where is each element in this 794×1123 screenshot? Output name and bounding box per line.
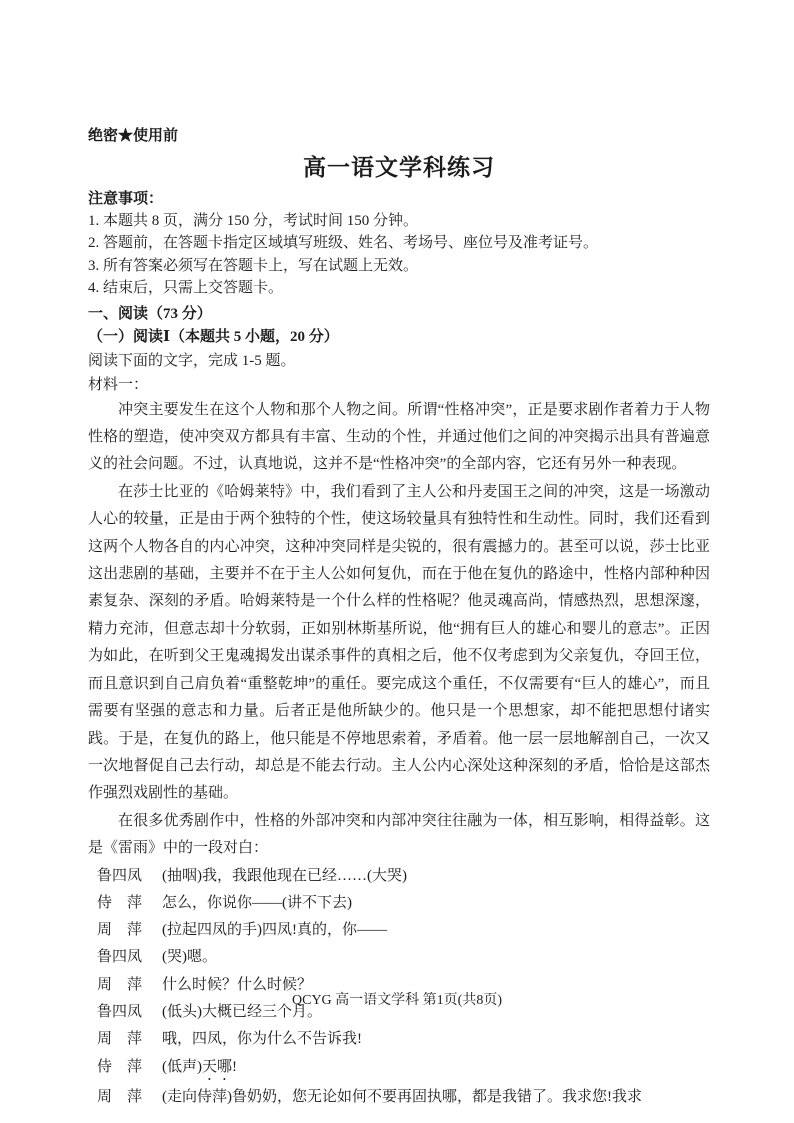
- dialogue-line: [88, 1084, 710, 1111]
- dialogue-speaker: 鲁四凤: [97, 1004, 143, 1021]
- dialogue-speaker: 鲁四凤: [97, 949, 143, 966]
- notice-item: 4. 结束后，只需上交答题卡。: [88, 280, 284, 297]
- notice-heading: 注意事项：: [88, 191, 164, 207]
- notice-list: [88, 210, 710, 300]
- thunderstorm-dialogue: [88, 863, 710, 1111]
- material-paragraph: 在莎士比亚的《哈姆莱特》中，我们看到了主人公和丹麦国王之间的冲突，这是一场激动人心的较量，正是由于两个独特的个性，使这场较量具有独特性和生动性。同时，我们还看到这两个人物各自的内心冲突，这种冲突同样是尖锐的，很有震撼力的。甚至可以说，莎士比亚这出悲剧的基础，主要并不在于主人公如何复仇，而在于他在复仇的路途中，性格内部种种因素复杂、深刻的矛盾。哈姆莱特是一个什么样的性格呢？他灵魂高尚，情感热烈，思想深邃，精力充沛，但意志却十分软弱，正如别林斯基所说，他“拥有巨人的雄心和婴儿的意志”。正因为如此，在听到父王鬼魂揭发出谋杀事件的真相之后，他不仅考虑到为父亲复仇，夺回王位，而且意识到自己肩负着“重整乾坤”的重任。要完成这个重任，不仅需要有“巨人的雄心”，而且需要有坚强的意志和力量。后者正是他所缺少的。他只是一个思想家，却不能把思想付诸实践。于是，在复仇的路上，他只能是不停地思索着，矛盾着。他一层一层地解剖自己，一次又一次地督促自己去行动，却总是不能去行动。主人公内心深处这种深刻的矛盾，恰恰是这部杰作强烈戏剧性的基础。: [88, 483, 710, 802]
- dialogue-line: [88, 863, 710, 890]
- dialogue-text: 哦，四凤，你为什么不告诉我!: [162, 1031, 362, 1048]
- reading-instruction: 阅读下面的文字，完成 1-5 题。: [88, 352, 296, 369]
- dialogue-speaker: 周 萍: [97, 976, 143, 993]
- dialogue-speaker: 侍 萍: [97, 1058, 143, 1075]
- dialogue-text: (走向侍萍)鲁奶奶，您无论如何不要再固执哪，都是我错了。我求您!我求: [162, 1088, 642, 1105]
- material-paragraph: 在很多优秀剧作中，性格的外部冲突和内部冲突往往融为一体，相互影响，相得益彰。这是《雷雨》中的一段对白：: [88, 812, 710, 857]
- dialogue-text: (低头)大概已经三个月。: [162, 1004, 322, 1021]
- notice-item: 3. 所有答案必须写在答题卡上，写在试题上无效。: [88, 257, 419, 274]
- dialogue-speaker: 周 萍: [97, 1031, 143, 1048]
- material-paragraph: 冲突主要发生在这个人物和那个人物之间。所谓“性格冲突”，正是要求剧作者着力于人物性格的塑造，使冲突双方都具有丰富、生动的个性，并通过他们之间的冲突揭示出具有普遍意义的社会问题。不过，认真地说，这并不是“性格冲突”的全部内容，它还有另外一种表现。: [88, 401, 710, 473]
- section-reading-heading: 一、阅读（73 分）: [88, 305, 212, 322]
- dialogue-speaker: 周 萍: [97, 1088, 143, 1105]
- dialogue-text: 什么时候？什么时候？: [162, 976, 313, 993]
- dialogue-speaker: 侍 萍: [97, 894, 143, 911]
- dialogue-line: [88, 944, 710, 971]
- notice-item: 1. 本题共 8 页，满分 150 分，考试时间 150 分钟。: [88, 213, 419, 229]
- page-footer: QCYG 高一语文学科 第1页(共8页): [292, 993, 502, 1008]
- material-1-label: 材料一：: [88, 376, 149, 393]
- dialogue-line: [88, 917, 710, 944]
- notice-item: 2. 答题前，在答题卡指定区域填写班级、姓名、考场号、座位号及准考证号。: [88, 235, 599, 252]
- dialogue-line: [88, 890, 710, 917]
- dialogue-speaker: 鲁四凤: [97, 867, 143, 884]
- page-title: 高一语文学科练习: [303, 155, 495, 180]
- dialogue-speaker: 周 萍: [97, 922, 143, 939]
- dialogue-text: (拉起四凤的手)四凤!真的，你——: [162, 922, 387, 939]
- dialogue-text: (哭)嗯。: [162, 949, 217, 966]
- dialogue-line: [88, 1026, 710, 1053]
- dialogue-text: (抽咽)我，我跟他现在已经……(大哭): [162, 867, 407, 884]
- dialogue-line: [88, 1054, 710, 1084]
- dialogue-text: (低声)天哪!: [162, 1058, 238, 1075]
- material-1-body: [88, 397, 710, 863]
- dialogue-text: 怎么，你说你——(讲不下去): [162, 894, 352, 911]
- section-reading-1-subheading: （一）阅读Ⅰ（本题共 5 小题，20 分）: [88, 328, 339, 345]
- classification-label: 绝密★使用前: [88, 128, 179, 144]
